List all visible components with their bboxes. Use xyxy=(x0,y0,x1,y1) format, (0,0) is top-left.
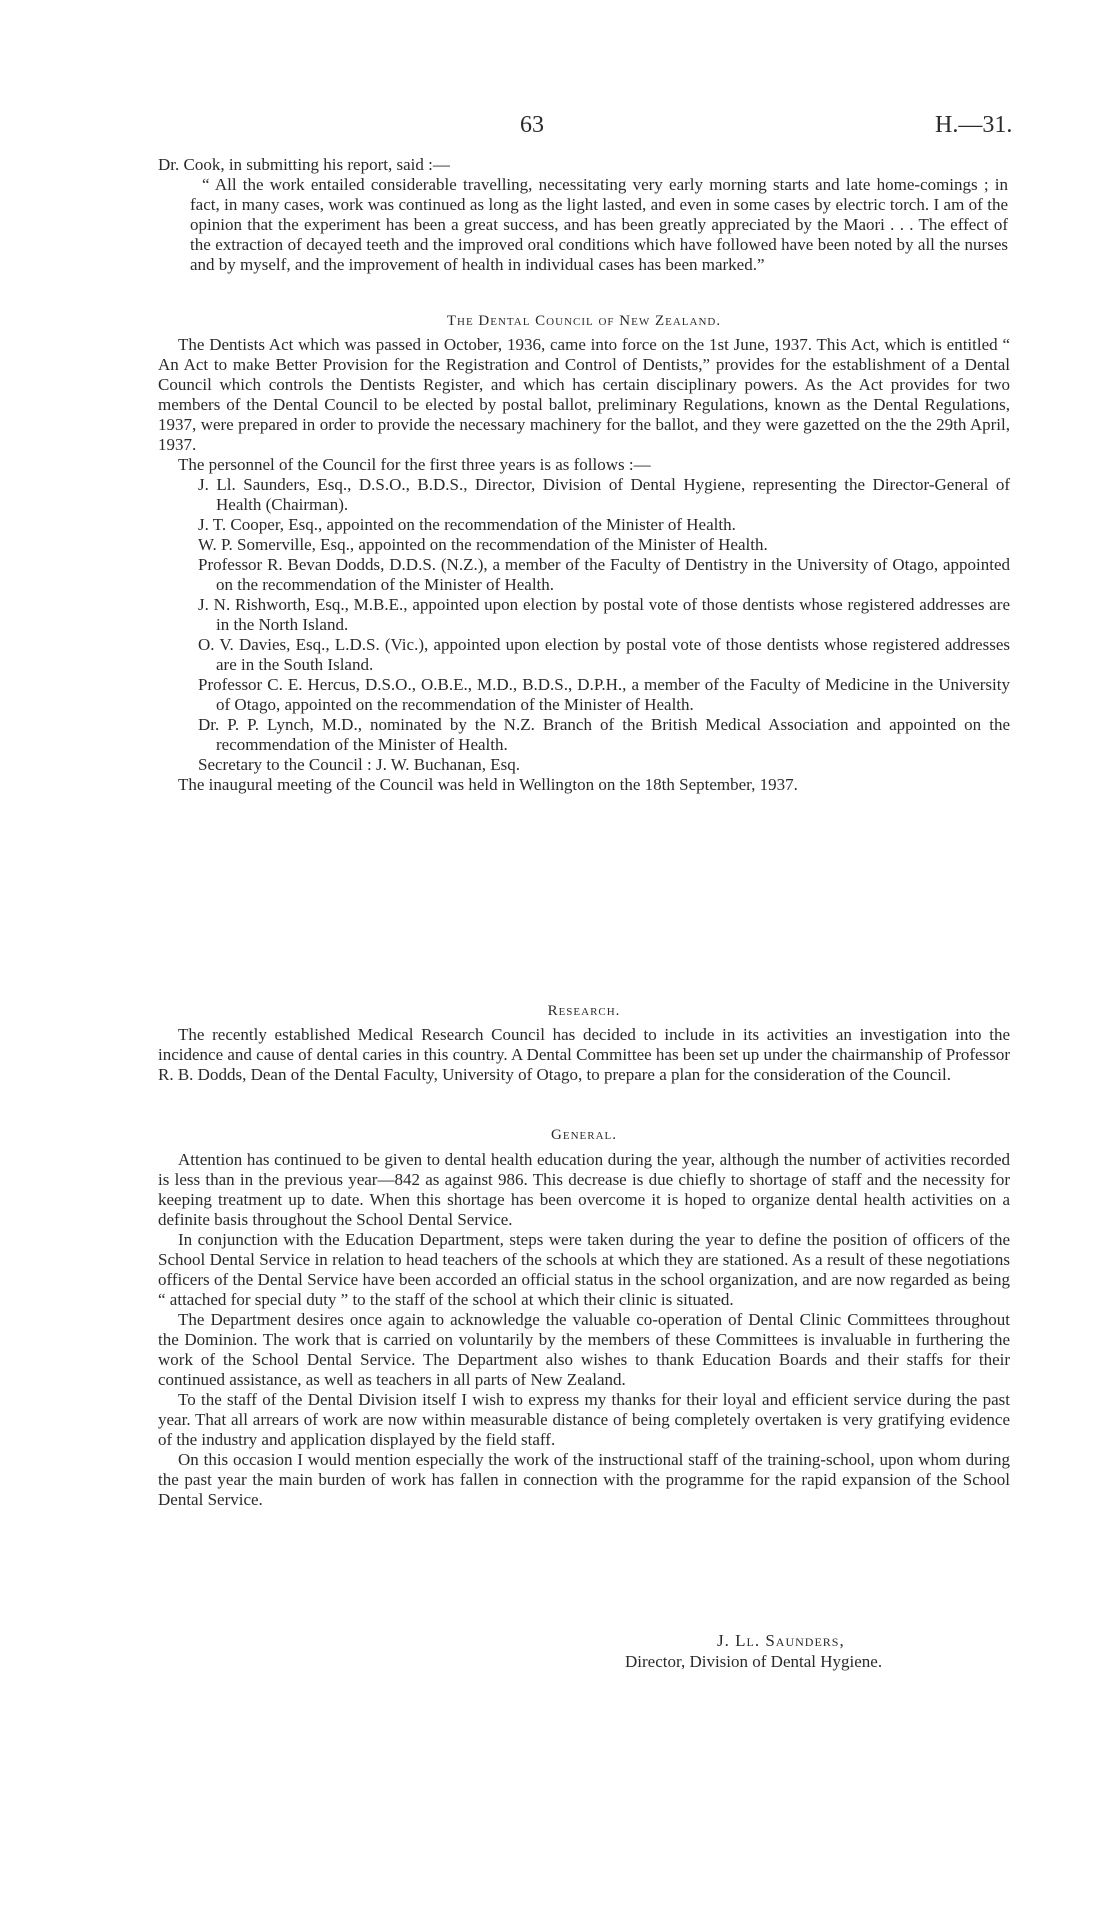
general-section xyxy=(158,1150,1010,1510)
general-heading: General. xyxy=(551,1127,617,1143)
list-item: J. N. Rishworth, Esq., M.B.E., appointed upon election by postal vote of those dentists whose registered addresses are in the North Island. xyxy=(198,595,1010,634)
dental-council-heading: The Dental Council of New Zealand. xyxy=(446,313,722,329)
research-heading: Research. xyxy=(547,1003,621,1019)
general-paragraph: Attention has continued to be given to dental health education during the year, although the number of activities recorded is less than in the previous year—842 as against 986. This decrease is due chiefly to shortage of staff and the necessity for keeping treatment up to date. When this shortage has been overcome it is hoped to organize dental health activities on a definite basis throughout the School Dental Service. xyxy=(158,1150,1010,1229)
cook-quote: “ All the work entailed considerable travelling, necessitating very early morning starts and late home-comings ; in fact, in many cases, work was continued as long as the light lasted, and even in some cases by electric torch. I am of the opinion that the experiment has been a great success, and has been greatly appreciated by the Maori . . . The effect of the extraction of decayed teeth and the improved oral conditions which have followed have been noted by all the nurses and by myself, and the improvement of health in individual cases has been marked.” xyxy=(190,175,1008,274)
signatory-title: Director, Division of Dental Hygiene. xyxy=(625,1652,883,1671)
general-paragraph: In conjunction with the Education Department, steps were taken during the year to define the position of officers of the School Dental Service in relation to head teachers of the schools at which they are stationed. As a result of these negotiations officers of the Dental Service have been accorded an official status in the school organization, and are now regarded as being “ attached for special duty ” to the staff of the school at which their clinic is situated. xyxy=(158,1230,1010,1309)
inaugural-meeting-line: The inaugural meeting of the Council was held in Wellington on the 18th September, 1937. xyxy=(178,775,798,794)
intro-line: Dr. Cook, in submitting his report, said :— xyxy=(158,155,450,174)
page-number: 63 xyxy=(520,112,544,138)
research-paragraph: The recently established Medical Research Council has decided to include in its activities an investigation into the incidence and cause of dental caries in this country. A Dental Committee has been set up under the chairmanship of Professor R. B. Dodds, Dean of the Dental Faculty, University of Otago, to prepare a plan for the consideration of the Council. xyxy=(158,1025,1010,1084)
general-paragraph: On this occasion I would mention especially the work of the instructional staff of the training-school, upon whom during the past year the main burden of work has fallen in connection with the programme for the rapid expansion of the School Dental Service. xyxy=(158,1450,1010,1509)
signatory-name: J. Ll. Saunders, xyxy=(717,1631,845,1650)
research-section xyxy=(158,1025,1010,1085)
list-item: Professor R. Bevan Dodds, D.D.S. (N.Z.), a member of the Faculty of Dentistry in the University of Otago, appointed on the recommendation of the Minister of Health. xyxy=(198,555,1010,594)
signature-block xyxy=(625,1630,1025,1672)
list-item: Professor C. E. Hercus, D.S.O., O.B.E., M.D., B.D.S., D.P.H., a member of the Faculty of Medicine in the University of Otago, appointed on the recommendation of the Minister of Health. xyxy=(198,675,1010,714)
list-item: J. Ll. Saunders, Esq., D.S.O., B.D.S., Director, Division of Dental Hygiene, representing the Director-General of Health (Chairman). xyxy=(198,475,1010,514)
list-item: Dr. P. P. Lynch, M.D., nominated by the N.Z. Branch of the British Medical Association and appointed on the recommendation of the Minister of Health. xyxy=(198,715,1010,754)
list-item: J. T. Cooper, Esq., appointed on the recommendation of the Minister of Health. xyxy=(198,515,736,534)
list-item: W. P. Somerville, Esq., appointed on the recommendation of the Minister of Health. xyxy=(198,535,768,554)
dentists-act-paragraph: The Dentists Act which was passed in October, 1936, came into force on the 1st June, 1937. This Act, which is entitled “ An Act to make Better Provision for the Registration and Control of Dentists,” provides for the establishment of a Dental Council which controls the Dentists Register, and which has certain disciplinary powers. As the Act provides for two members of the Dental Council to be elected by postal ballot, preliminary Regulations, known as the Dental Regulations, 1937, were prepared in order to provide the necessary machinery for the ballot, and they were gazetted on the the 29th April, 1937. xyxy=(158,335,1010,454)
list-item: O. V. Davies, Esq., L.D.S. (Vic.), appointed upon election by postal vote of those dentists whose registered addresses are in the South Island. xyxy=(198,635,1010,674)
personnel-intro: The personnel of the Council for the first three years is as follows :— xyxy=(178,455,651,474)
list-item: Secretary to the Council : J. W. Buchanan, Esq. xyxy=(198,755,520,774)
document-reference: H.—31. xyxy=(935,112,1013,138)
general-paragraph: The Department desires once again to acknowledge the valuable co-operation of Dental Clinic Committees throughout the Dominion. The work that is carried on voluntarily by the members of these Committees is invaluable in furthering the work of the School Dental Service. The Department also wishes to thank Education Boards and their staffs for their continued assistance, as well as teachers in all parts of New Zealand. xyxy=(158,1310,1010,1389)
general-paragraph: To the staff of the Dental Division itself I wish to express my thanks for their loyal and efficient service during the past year. That all arrears of work are now within measurable distance of being completely overtaken is very gratifying evidence of the industry and application displayed by the field staff. xyxy=(158,1390,1010,1449)
dental-council-section xyxy=(158,335,1010,795)
council-members-list xyxy=(158,475,1010,775)
